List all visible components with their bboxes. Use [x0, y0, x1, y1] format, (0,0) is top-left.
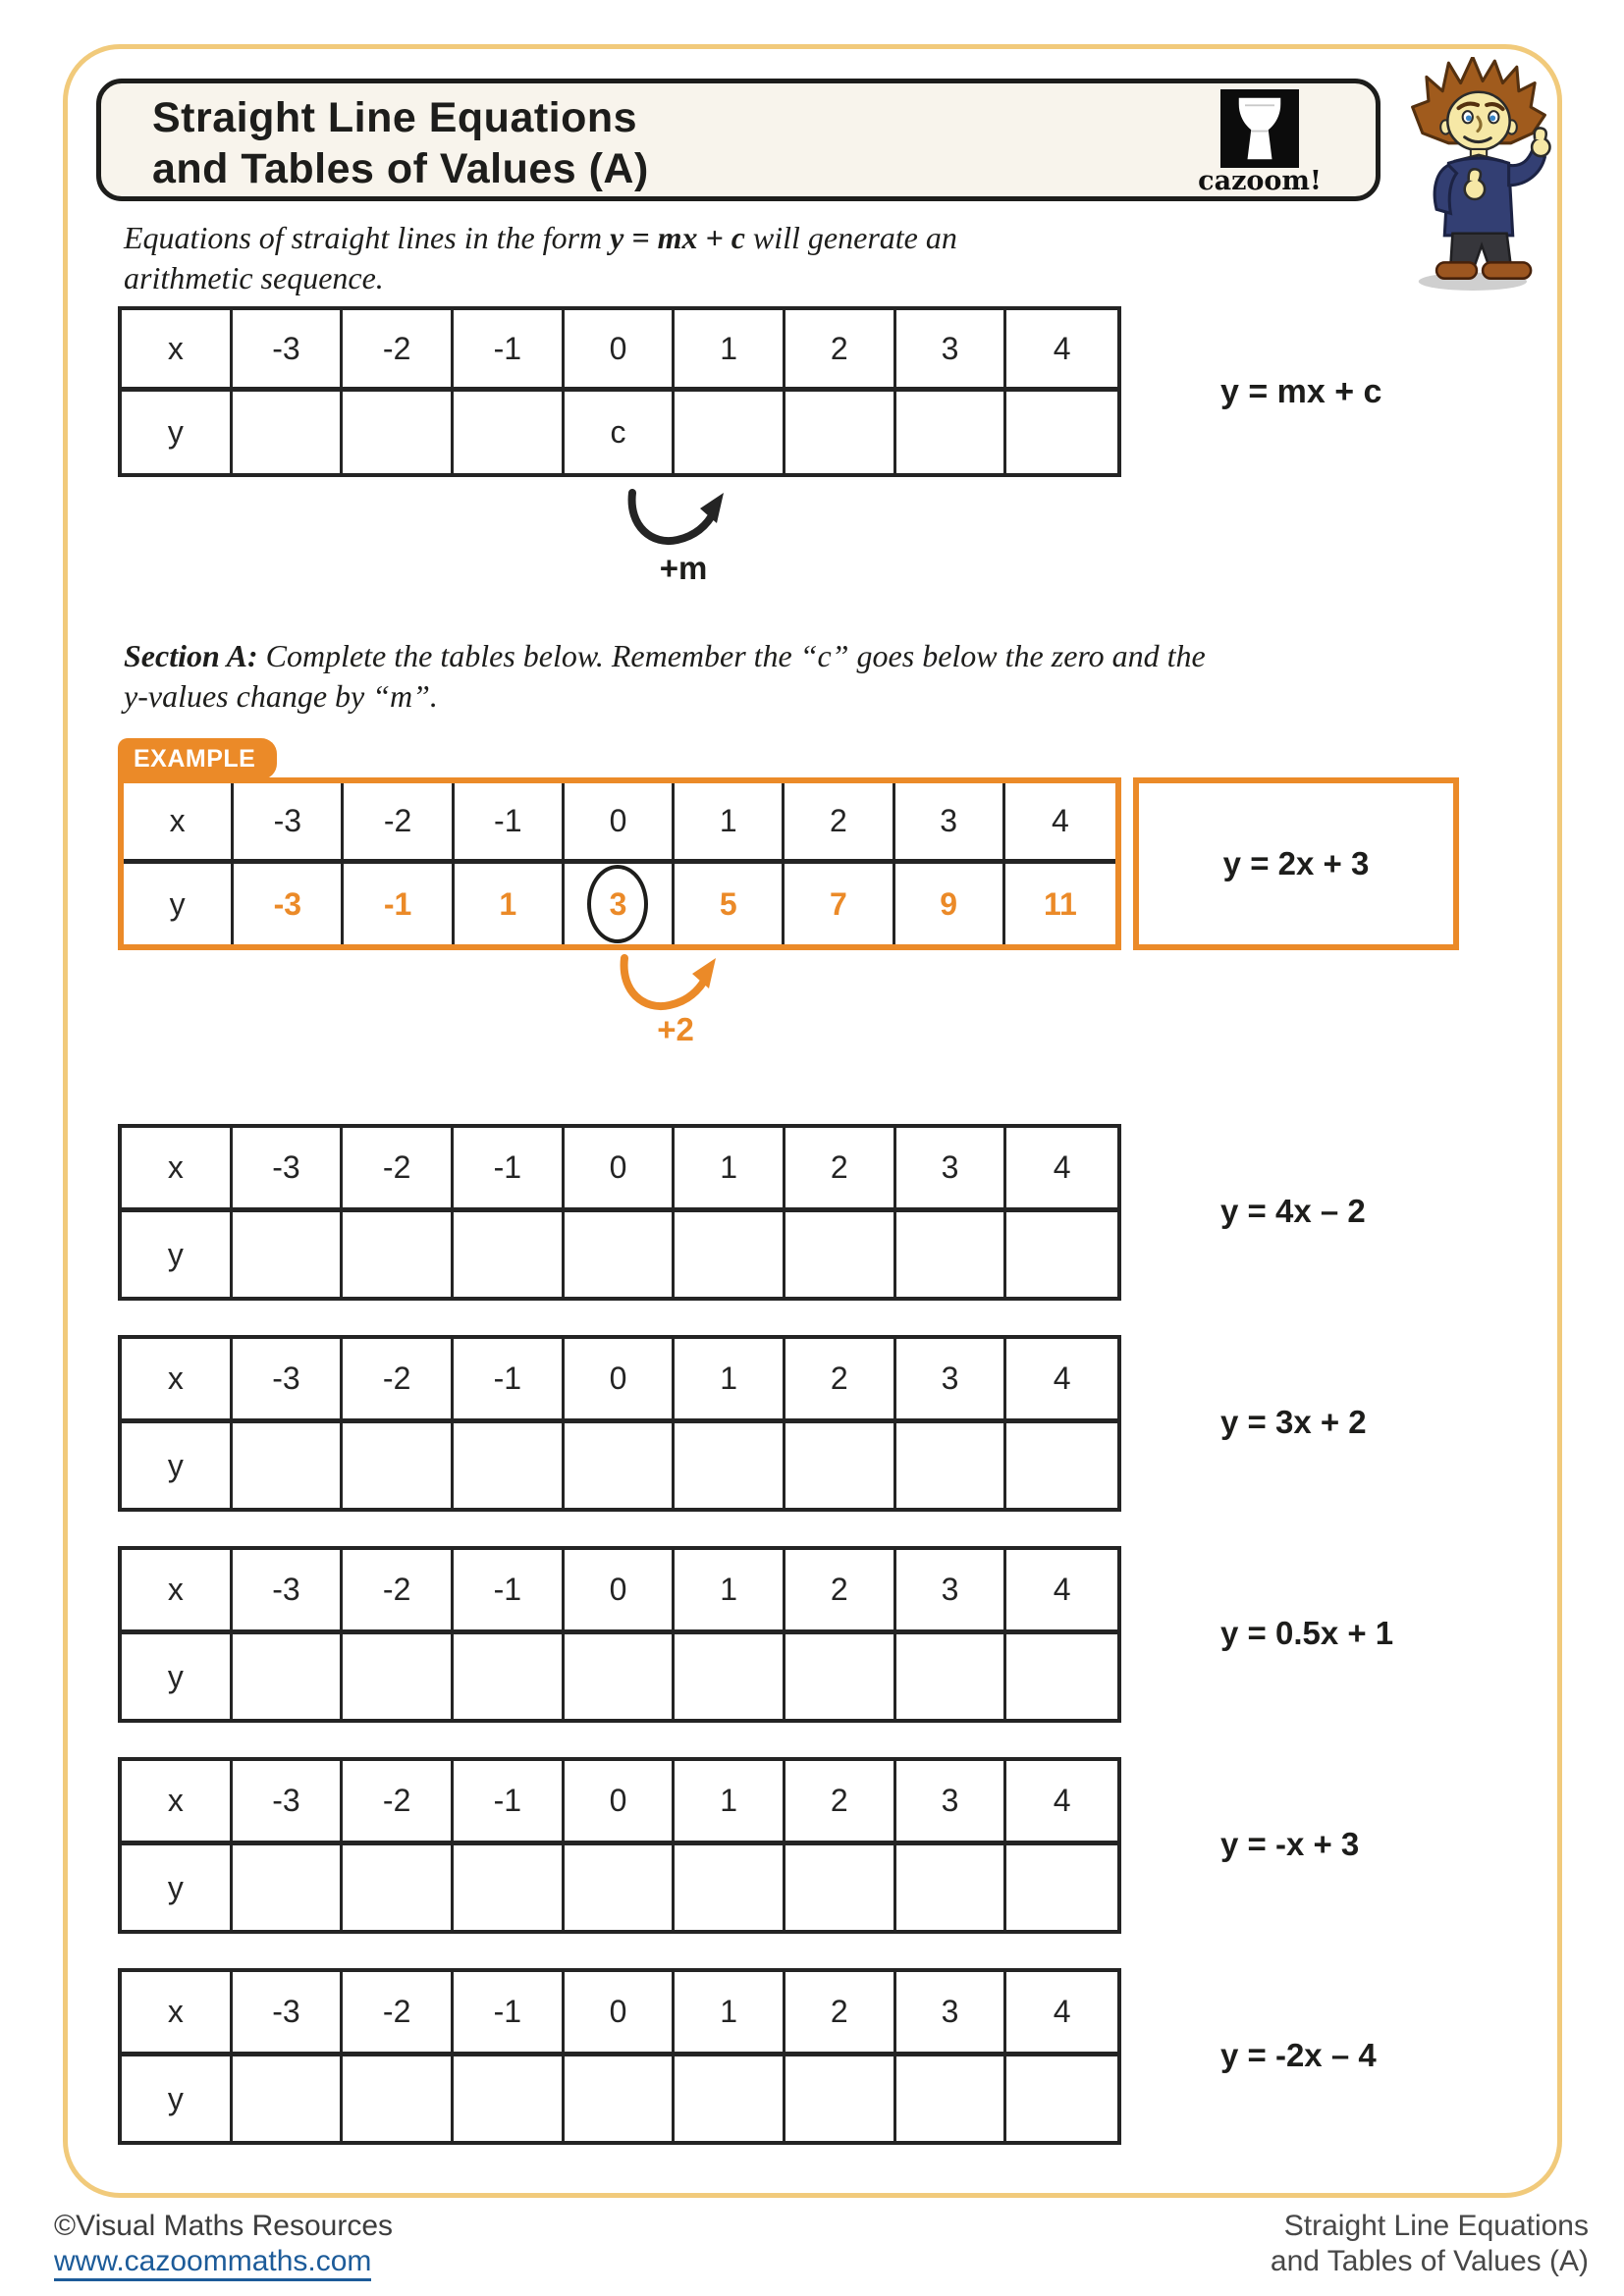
- x-value-cell: 2: [785, 1339, 896, 1423]
- x-value-cell: 3: [895, 783, 1005, 864]
- y-value-cell: [454, 1212, 565, 1297]
- x-value-cell: 2: [785, 1550, 896, 1634]
- x-value-cell: -2: [343, 1972, 454, 2056]
- x-value-cell: -3: [233, 1761, 344, 1845]
- section-a-line1: Complete the tables below. Remember the “c” goes below the zero and the: [257, 638, 1206, 673]
- y-value-cell: [565, 1634, 676, 1719]
- y-value-cell: [233, 1634, 344, 1719]
- x-value-cell: 3: [896, 1550, 1007, 1634]
- x-value-cell: 2: [785, 310, 896, 392]
- x-value-cell: 4: [1006, 1128, 1117, 1212]
- x-value-cell: -1: [454, 310, 565, 392]
- x-value-cell: 3: [896, 1339, 1007, 1423]
- y-value-cell: [454, 1634, 565, 1719]
- y-value-cell: y: [122, 1212, 233, 1297]
- y-value-cell: [565, 1212, 676, 1297]
- practice-table-3: [118, 1546, 1121, 1723]
- y-value-cell: y: [122, 1634, 233, 1719]
- x-value-cell: -2: [343, 310, 454, 392]
- x-value-cell: x: [122, 1128, 233, 1212]
- circled-intercept-value: 3: [587, 865, 648, 943]
- y-value-cell: [675, 392, 785, 473]
- x-value-cell: 4: [1006, 1761, 1117, 1845]
- y-value-cell: [785, 1423, 896, 1508]
- plus-2-arrow-icon: [617, 954, 734, 1017]
- y-value-cell: 9: [895, 864, 1005, 944]
- practice-equation-5: y = -2x – 4: [1220, 2037, 1377, 2073]
- x-value-cell: 0: [565, 1972, 676, 2056]
- x-value-cell: x: [122, 310, 233, 392]
- footer-right-line2: and Tables of Values (A): [1270, 2245, 1589, 2277]
- y-value-cell: [896, 392, 1007, 473]
- y-value-cell: [785, 1634, 896, 1719]
- x-value-cell: 3: [896, 1128, 1007, 1212]
- y-value-cell: 7: [785, 864, 894, 944]
- cazoom-logo-text: cazoom!: [1198, 166, 1322, 196]
- intro-formula: y = mx + c: [610, 220, 745, 255]
- x-value-cell: 0: [565, 1761, 676, 1845]
- y-value-cell: [675, 2056, 785, 2141]
- y-value-cell: [896, 2056, 1007, 2141]
- practice-table-1: [118, 1124, 1121, 1301]
- y-value-cell: [785, 2056, 896, 2141]
- x-value-cell: -3: [233, 310, 344, 392]
- y-value-cell: y: [122, 392, 233, 473]
- practice-table-4: [118, 1757, 1121, 1934]
- example-table-box: [118, 777, 1121, 950]
- example-table: [124, 783, 1115, 944]
- y-value-cell: [1006, 392, 1117, 473]
- y-value-cell: [565, 864, 675, 944]
- drum-icon: [1220, 89, 1299, 168]
- x-value-cell: 0: [565, 783, 675, 864]
- page-title: [152, 92, 649, 194]
- x-value-cell: -2: [343, 1550, 454, 1634]
- y-value-cell: [785, 392, 896, 473]
- x-value-cell: x: [122, 1761, 233, 1845]
- x-value-cell: 4: [1006, 1550, 1117, 1634]
- y-value-cell: 5: [675, 864, 785, 944]
- footer-website-link[interactable]: www.cazoommaths.com: [54, 2245, 371, 2281]
- y-value-cell: [1006, 2056, 1117, 2141]
- x-value-cell: -1: [454, 1128, 565, 1212]
- footer-worksheet-name: [1271, 2209, 1589, 2279]
- title-box: [96, 79, 1380, 201]
- y-value-cell: [233, 1845, 344, 1930]
- x-value-cell: x: [122, 1550, 233, 1634]
- y-value-cell: [343, 1423, 454, 1508]
- x-value-cell: -3: [233, 1972, 344, 2056]
- x-value-cell: 3: [896, 310, 1007, 392]
- y-value-cell: y: [122, 1845, 233, 1930]
- y-value-cell: [1006, 1845, 1117, 1930]
- y-value-cell: [675, 1845, 785, 1930]
- y-value-cell: [1006, 1634, 1117, 1719]
- section-a-text: [124, 636, 1459, 717]
- plus-m-label: +m: [659, 550, 708, 586]
- y-value-cell: [454, 2056, 565, 2141]
- x-value-cell: 1: [675, 1550, 785, 1634]
- y-value-cell: [1006, 1212, 1117, 1297]
- x-value-cell: 2: [785, 1761, 896, 1845]
- example-equation: y = 2x + 3: [1222, 845, 1370, 881]
- y-value-cell: [896, 1212, 1007, 1297]
- cartoon-boy-illustration: [1398, 57, 1559, 293]
- x-value-cell: -3: [234, 783, 344, 864]
- y-value-cell: y: [124, 864, 234, 944]
- x-value-cell: -2: [344, 783, 454, 864]
- x-value-cell: 3: [896, 1761, 1007, 1845]
- x-value-cell: 4: [1006, 1339, 1117, 1423]
- y-value-cell: [343, 392, 454, 473]
- x-value-cell: 0: [565, 1128, 676, 1212]
- practice-equation-1: y = 4x – 2: [1220, 1193, 1366, 1229]
- x-value-cell: x: [122, 1339, 233, 1423]
- x-value-cell: 2: [785, 783, 894, 864]
- x-value-cell: 1: [675, 310, 785, 392]
- practice-table-2: [118, 1335, 1121, 1512]
- x-value-cell: 1: [675, 1972, 785, 2056]
- page-title-line2: and Tables of Values (A): [152, 145, 649, 192]
- x-value-cell: -1: [454, 1339, 565, 1423]
- plus-2-label: +2: [657, 1011, 694, 1047]
- y-value-cell: [565, 1845, 676, 1930]
- x-value-cell: 1: [675, 1339, 785, 1423]
- y-value-cell: -1: [344, 864, 454, 944]
- y-value-cell: [454, 1423, 565, 1508]
- x-value-cell: -3: [233, 1339, 344, 1423]
- x-value-cell: -2: [343, 1128, 454, 1212]
- section-a-line2: y-values change by “m”.: [124, 678, 438, 714]
- intro-pre: Equations of straight lines in the form: [124, 220, 611, 255]
- y-value-cell: [233, 1423, 344, 1508]
- y-value-cell: [233, 1212, 344, 1297]
- x-value-cell: -1: [454, 1550, 565, 1634]
- x-value-cell: 0: [565, 1339, 676, 1423]
- y-value-cell: c: [565, 392, 676, 473]
- y-value-cell: [785, 1212, 896, 1297]
- practice-table-5: [118, 1968, 1121, 2145]
- x-value-cell: 2: [785, 1128, 896, 1212]
- x-value-cell: 4: [1006, 310, 1117, 392]
- y-value-cell: y: [122, 1423, 233, 1508]
- y-value-cell: [233, 2056, 344, 2141]
- y-value-cell: [1006, 1423, 1117, 1508]
- x-value-cell: x: [124, 783, 234, 864]
- concept-equation: y = mx + c: [1220, 373, 1382, 410]
- plus-m-arrow-icon: [624, 489, 742, 552]
- concept-table: [118, 306, 1121, 477]
- y-value-cell: 1: [455, 864, 565, 944]
- y-value-cell: [675, 1212, 785, 1297]
- example-tab: EXAMPLE: [118, 738, 277, 779]
- x-value-cell: x: [122, 1972, 233, 2056]
- x-value-cell: -1: [455, 783, 565, 864]
- practice-equation-2: y = 3x + 2: [1220, 1404, 1367, 1440]
- x-value-cell: 4: [1005, 783, 1115, 864]
- x-value-cell: -2: [343, 1339, 454, 1423]
- example-equation-box: [1133, 777, 1459, 950]
- cazoom-logo: [1191, 87, 1328, 196]
- y-value-cell: [896, 1634, 1007, 1719]
- x-value-cell: 3: [896, 1972, 1007, 2056]
- y-value-cell: [454, 1845, 565, 1930]
- x-value-cell: -1: [454, 1761, 565, 1845]
- x-value-cell: 1: [675, 1761, 785, 1845]
- x-value-cell: 4: [1006, 1972, 1117, 2056]
- practice-equation-4: y = -x + 3: [1220, 1826, 1360, 1862]
- x-value-cell: -1: [454, 1972, 565, 2056]
- footer-copyright: ©Visual Maths Resources: [54, 2210, 394, 2242]
- y-value-cell: [675, 1423, 785, 1508]
- section-a-label: Section A:: [124, 638, 258, 673]
- y-value-cell: [343, 1634, 454, 1719]
- y-value-cell: [565, 1423, 676, 1508]
- y-value-cell: 11: [1043, 885, 1077, 922]
- x-value-cell: -3: [233, 1550, 344, 1634]
- x-value-cell: 2: [785, 1972, 896, 2056]
- y-value-cell: [454, 392, 565, 473]
- y-value-cell: y: [122, 2056, 233, 2141]
- x-value-cell: 0: [565, 310, 676, 392]
- y-value-cell: [343, 1845, 454, 1930]
- y-value-cell: [233, 392, 344, 473]
- page-title-line1: Straight Line Equations: [152, 94, 638, 141]
- x-value-cell: -2: [343, 1761, 454, 1845]
- y-value-cell: [343, 2056, 454, 2141]
- y-value-cell: [565, 2056, 676, 2141]
- y-value-cell: -3: [234, 864, 344, 944]
- footer-right-line1: Straight Line Equations: [1283, 2210, 1589, 2242]
- y-value-cell: [785, 1845, 896, 1930]
- x-value-cell: 0: [565, 1550, 676, 1634]
- y-value-cell: [343, 1212, 454, 1297]
- y-value-cell: [675, 1634, 785, 1719]
- x-value-cell: -3: [233, 1128, 344, 1212]
- intro-post: will generate an: [744, 220, 957, 255]
- intro-text: [124, 218, 1282, 298]
- intro-line2: arithmetic sequence.: [124, 260, 384, 295]
- y-value-cell: [896, 1845, 1007, 1930]
- x-value-cell: 1: [675, 783, 785, 864]
- x-value-cell: 1: [675, 1128, 785, 1212]
- practice-equation-3: y = 0.5x + 1: [1220, 1615, 1394, 1651]
- y-value-cell: [896, 1423, 1007, 1508]
